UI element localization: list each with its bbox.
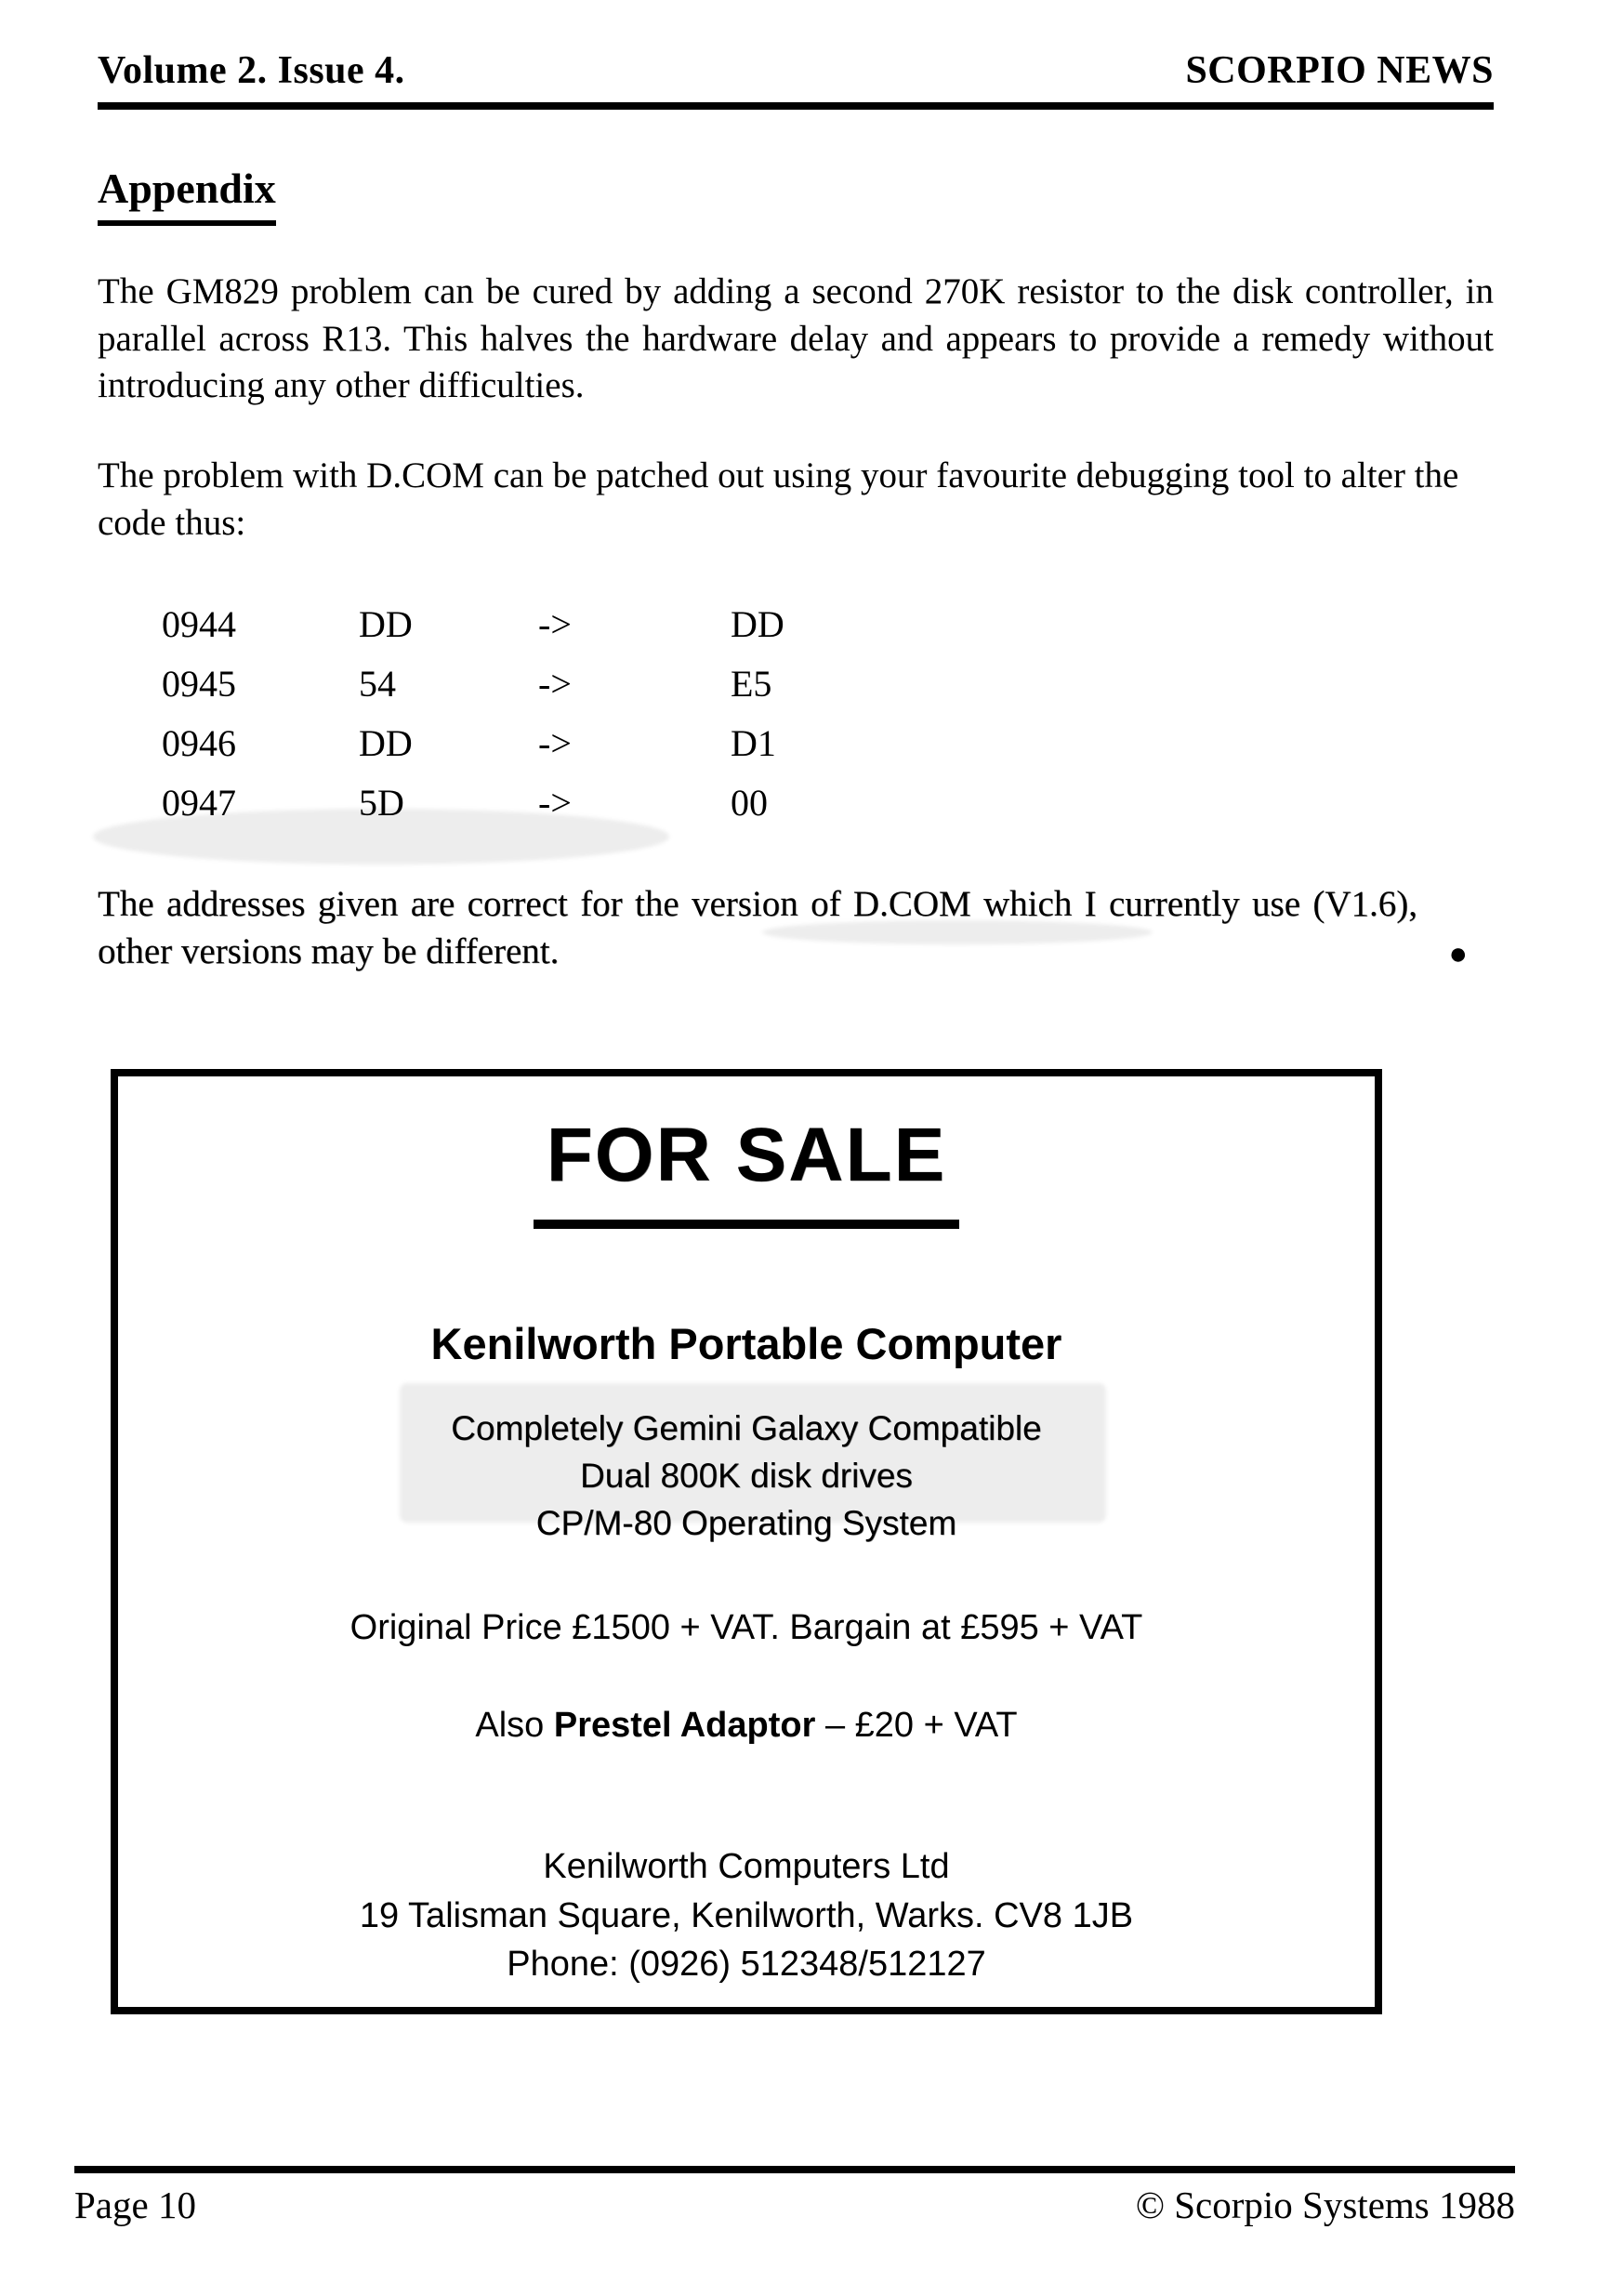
ad-contact-block bbox=[118, 1842, 1375, 1988]
ad-product-name: Kenilworth Portable Computer bbox=[430, 1319, 1062, 1368]
page-header bbox=[98, 0, 1494, 93]
ad-title: FOR SALE bbox=[534, 1112, 960, 1229]
patch-new-value: D1 bbox=[731, 722, 776, 765]
patch-new-value: E5 bbox=[731, 663, 772, 706]
patch-table bbox=[162, 595, 1494, 833]
ad-feature-item: Completely Gemini Galaxy Compatible bbox=[451, 1409, 1042, 1447]
page-number: Page 10 bbox=[74, 2184, 196, 2226]
ad-also-price: – £20 + VAT bbox=[815, 1706, 1018, 1746]
patch-new-value: DD bbox=[731, 603, 784, 646]
patch-old-value: 54 bbox=[359, 663, 396, 706]
paragraph-addresses: The addresses given are correct for the version of D.COM which I currently use (V1.6), other versions may be different. bbox=[98, 884, 1417, 972]
end-of-article-bullet-icon: ● bbox=[1448, 936, 1468, 971]
ad-company-address: 19 Talisman Square, Kenilworth, Warks. CV8 1JB bbox=[359, 1895, 1134, 1935]
patch-new-value: 00 bbox=[731, 782, 768, 825]
footer-rule bbox=[74, 2166, 1515, 2173]
ad-feature-item: CP/M-80 Operating System bbox=[535, 1504, 957, 1543]
ad-also-prefix: Also bbox=[475, 1706, 554, 1746]
page-footer bbox=[74, 2166, 1515, 2227]
ad-price-line: Original Price £1500 + VAT. Bargain at £595 + VAT bbox=[349, 1608, 1143, 1648]
patch-address: 0946 bbox=[162, 722, 236, 765]
scan-artifact bbox=[762, 920, 1153, 944]
ad-feature-list bbox=[118, 1405, 1375, 1547]
paragraph-gm829: The GM829 problem can be cured by adding a second 270K resistor to the disk controller, in parallel across R13. This halves the hardware delay and appears to provide a remedy without introducing any other difficulties. bbox=[98, 271, 1494, 406]
table-row bbox=[162, 595, 1494, 654]
patch-old-value: 5D bbox=[359, 782, 404, 825]
arrow-glyph: -> bbox=[538, 722, 572, 765]
ad-company-name: Kenilworth Computers Ltd bbox=[543, 1847, 950, 1887]
patch-address: 0947 bbox=[162, 782, 236, 825]
copyright-notice: © Scorpio Systems 1988 bbox=[1135, 2184, 1515, 2226]
volume-issue-label: Volume 2. Issue 4. bbox=[98, 49, 405, 92]
arrow-glyph: -> bbox=[538, 663, 572, 706]
section-title-appendix: Appendix bbox=[98, 164, 276, 226]
ad-also-product: Prestel Adaptor bbox=[553, 1706, 816, 1746]
for-sale-ad-box bbox=[111, 1069, 1382, 2014]
arrow-glyph: -> bbox=[538, 782, 572, 825]
paragraph-dcom-patch: The problem with D.COM can be patched out using your favourite debugging tool to alter the code thus: bbox=[98, 455, 1459, 543]
arrow-glyph: -> bbox=[538, 603, 572, 646]
header-rule bbox=[98, 102, 1494, 110]
patch-address: 0945 bbox=[162, 663, 236, 706]
patch-old-value: DD bbox=[359, 603, 413, 646]
patch-old-value: DD bbox=[359, 722, 413, 765]
ad-also-line bbox=[118, 1706, 1375, 1746]
table-row bbox=[162, 714, 1494, 773]
scan-artifact bbox=[93, 809, 669, 864]
ad-feature-item: Dual 800K disk drives bbox=[580, 1457, 913, 1496]
ad-company-phone: Phone: (0926) 512348/512127 bbox=[507, 1945, 986, 1985]
patch-address: 0944 bbox=[162, 603, 236, 646]
publication-title: SCORPIO NEWS bbox=[1185, 49, 1494, 92]
table-row bbox=[162, 654, 1494, 714]
